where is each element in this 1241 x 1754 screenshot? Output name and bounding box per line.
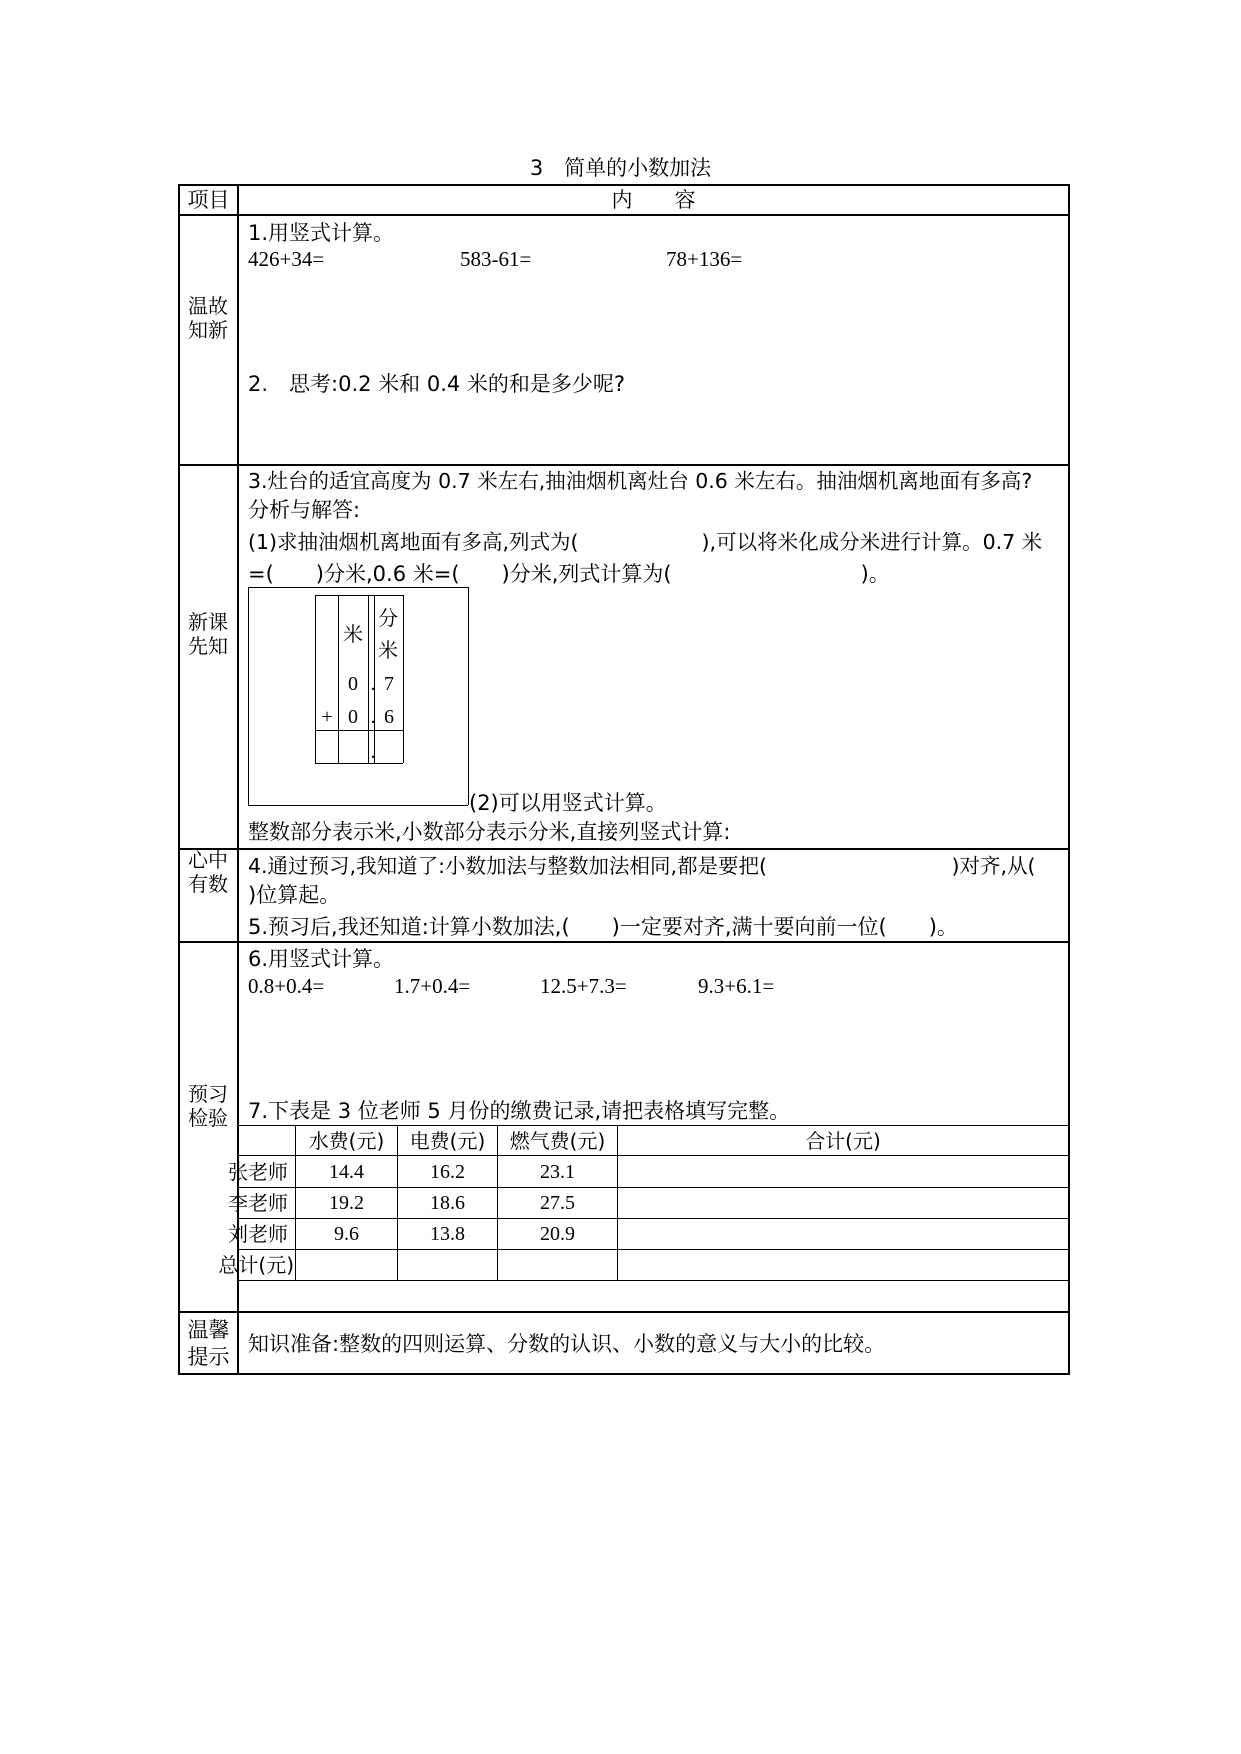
q3-part2: (2)可以用竖式计算。 xyxy=(469,791,667,815)
fee-header-gas: 燃气费(元) xyxy=(509,1129,606,1153)
q3-last-line: 整数部分表示米,小数部分表示分米,直接列竖式计算: xyxy=(248,820,731,844)
section-label-new-lesson: 新课先知 xyxy=(188,610,228,658)
q3-line-4: =( )分米,0.6 米=( )分米,列式计算为( )。 xyxy=(248,562,890,586)
fee-row-label-li: 李老师 xyxy=(228,1191,288,1215)
fee-liu-electric: 13.8 xyxy=(430,1223,465,1245)
fee-zhang-water: 14.4 xyxy=(329,1161,364,1183)
column-calc-r2-plus: + xyxy=(321,706,333,728)
q1-expr-1: 426+34= xyxy=(248,247,325,271)
q6-expr-4: 9.3+6.1= xyxy=(698,974,775,998)
section-label-in-mind: 心中有数 xyxy=(188,848,228,896)
q3-line-2: 分析与解答: xyxy=(248,498,361,522)
page-title: 3 简单的小数加法 xyxy=(529,156,712,180)
column-calc-r1-int: 0 xyxy=(348,673,358,695)
header-content-label: 内 容 xyxy=(611,188,696,212)
fee-li-gas: 27.5 xyxy=(540,1192,575,1214)
fee-header-total: 合计(元) xyxy=(805,1129,881,1153)
column-calc-r1-dot: . xyxy=(370,673,376,695)
header-item-label: 项目 xyxy=(187,188,230,212)
fee-zhang-gas: 23.1 xyxy=(540,1161,575,1183)
tips-text: 知识准备:整数的四则运算、分数的认识、小数的意义与大小的比较。 xyxy=(248,1332,886,1356)
section-label-review: 温故知新 xyxy=(188,294,228,342)
fee-li-water: 19.2 xyxy=(329,1192,364,1214)
fee-li-electric: 18.6 xyxy=(430,1192,465,1214)
q6-expr-1: 0.8+0.4= xyxy=(248,974,325,998)
fee-liu-water: 9.6 xyxy=(334,1223,359,1245)
q6-expr-2: 1.7+0.4= xyxy=(394,974,471,998)
q2-text: 2. 思考:0.2 米和 0.4 米的和是多少呢? xyxy=(248,372,626,396)
q5-text: 5.预习后,我还知道:计算小数加法,( )一定要对齐,满十要向前一位( )。 xyxy=(248,915,958,939)
q1-expr-2: 583-61= xyxy=(460,247,532,271)
fee-zhang-electric: 16.2 xyxy=(430,1161,465,1183)
q6-expr-3: 12.5+7.3= xyxy=(540,974,627,998)
column-calc-r3-dot: . xyxy=(370,741,376,763)
q7-title: 7.下表是 3 位老师 5 月份的缴费记录,请把表格填写完整。 xyxy=(248,1099,791,1123)
fee-row-label-total: 总计(元) xyxy=(218,1253,294,1277)
fee-header-electric: 电费(元) xyxy=(409,1129,486,1153)
q4-line-1: 4.通过预习,我知道了:小数加法与整数加法相同,都是要把( )对齐,从( xyxy=(248,854,1036,878)
fee-header-water: 水费(元) xyxy=(308,1129,385,1153)
q1-expr-3: 78+136= xyxy=(666,247,743,271)
q3-line-1: 3.灶台的适宜高度为 0.7 米左右,抽油烟机离灶台 0.6 米左右。抽油烟机离地面有多高? xyxy=(248,469,1033,493)
q3-line-3: (1)求抽油烟机离地面有多高,列式为( ),可以将米化成分米进行计算。0.7 米 xyxy=(248,530,1043,554)
fee-row-label-zhang: 张老师 xyxy=(228,1160,288,1184)
q4-line-2: )位算起。 xyxy=(248,883,341,907)
fee-liu-gas: 20.9 xyxy=(540,1223,575,1245)
column-calc-head-m: 米 xyxy=(343,622,363,646)
column-calc-head-dm: 分米 xyxy=(378,606,398,662)
q1-title: 1.用竖式计算。 xyxy=(248,221,395,245)
column-calc-r2-int: 0 xyxy=(348,706,358,728)
column-calc-r2-dec: 6 xyxy=(384,706,394,728)
section-label-tips-2: 提示 xyxy=(187,1345,230,1369)
fee-row-label-liu: 刘老师 xyxy=(228,1222,288,1246)
column-calc-r2-dot: . xyxy=(370,706,376,728)
column-calc-r1-dec: 7 xyxy=(384,673,394,695)
q6-title: 6.用竖式计算。 xyxy=(248,947,395,971)
section-label-check: 预习检验 xyxy=(188,1082,228,1130)
section-label-tips-1: 温馨 xyxy=(187,1318,230,1342)
